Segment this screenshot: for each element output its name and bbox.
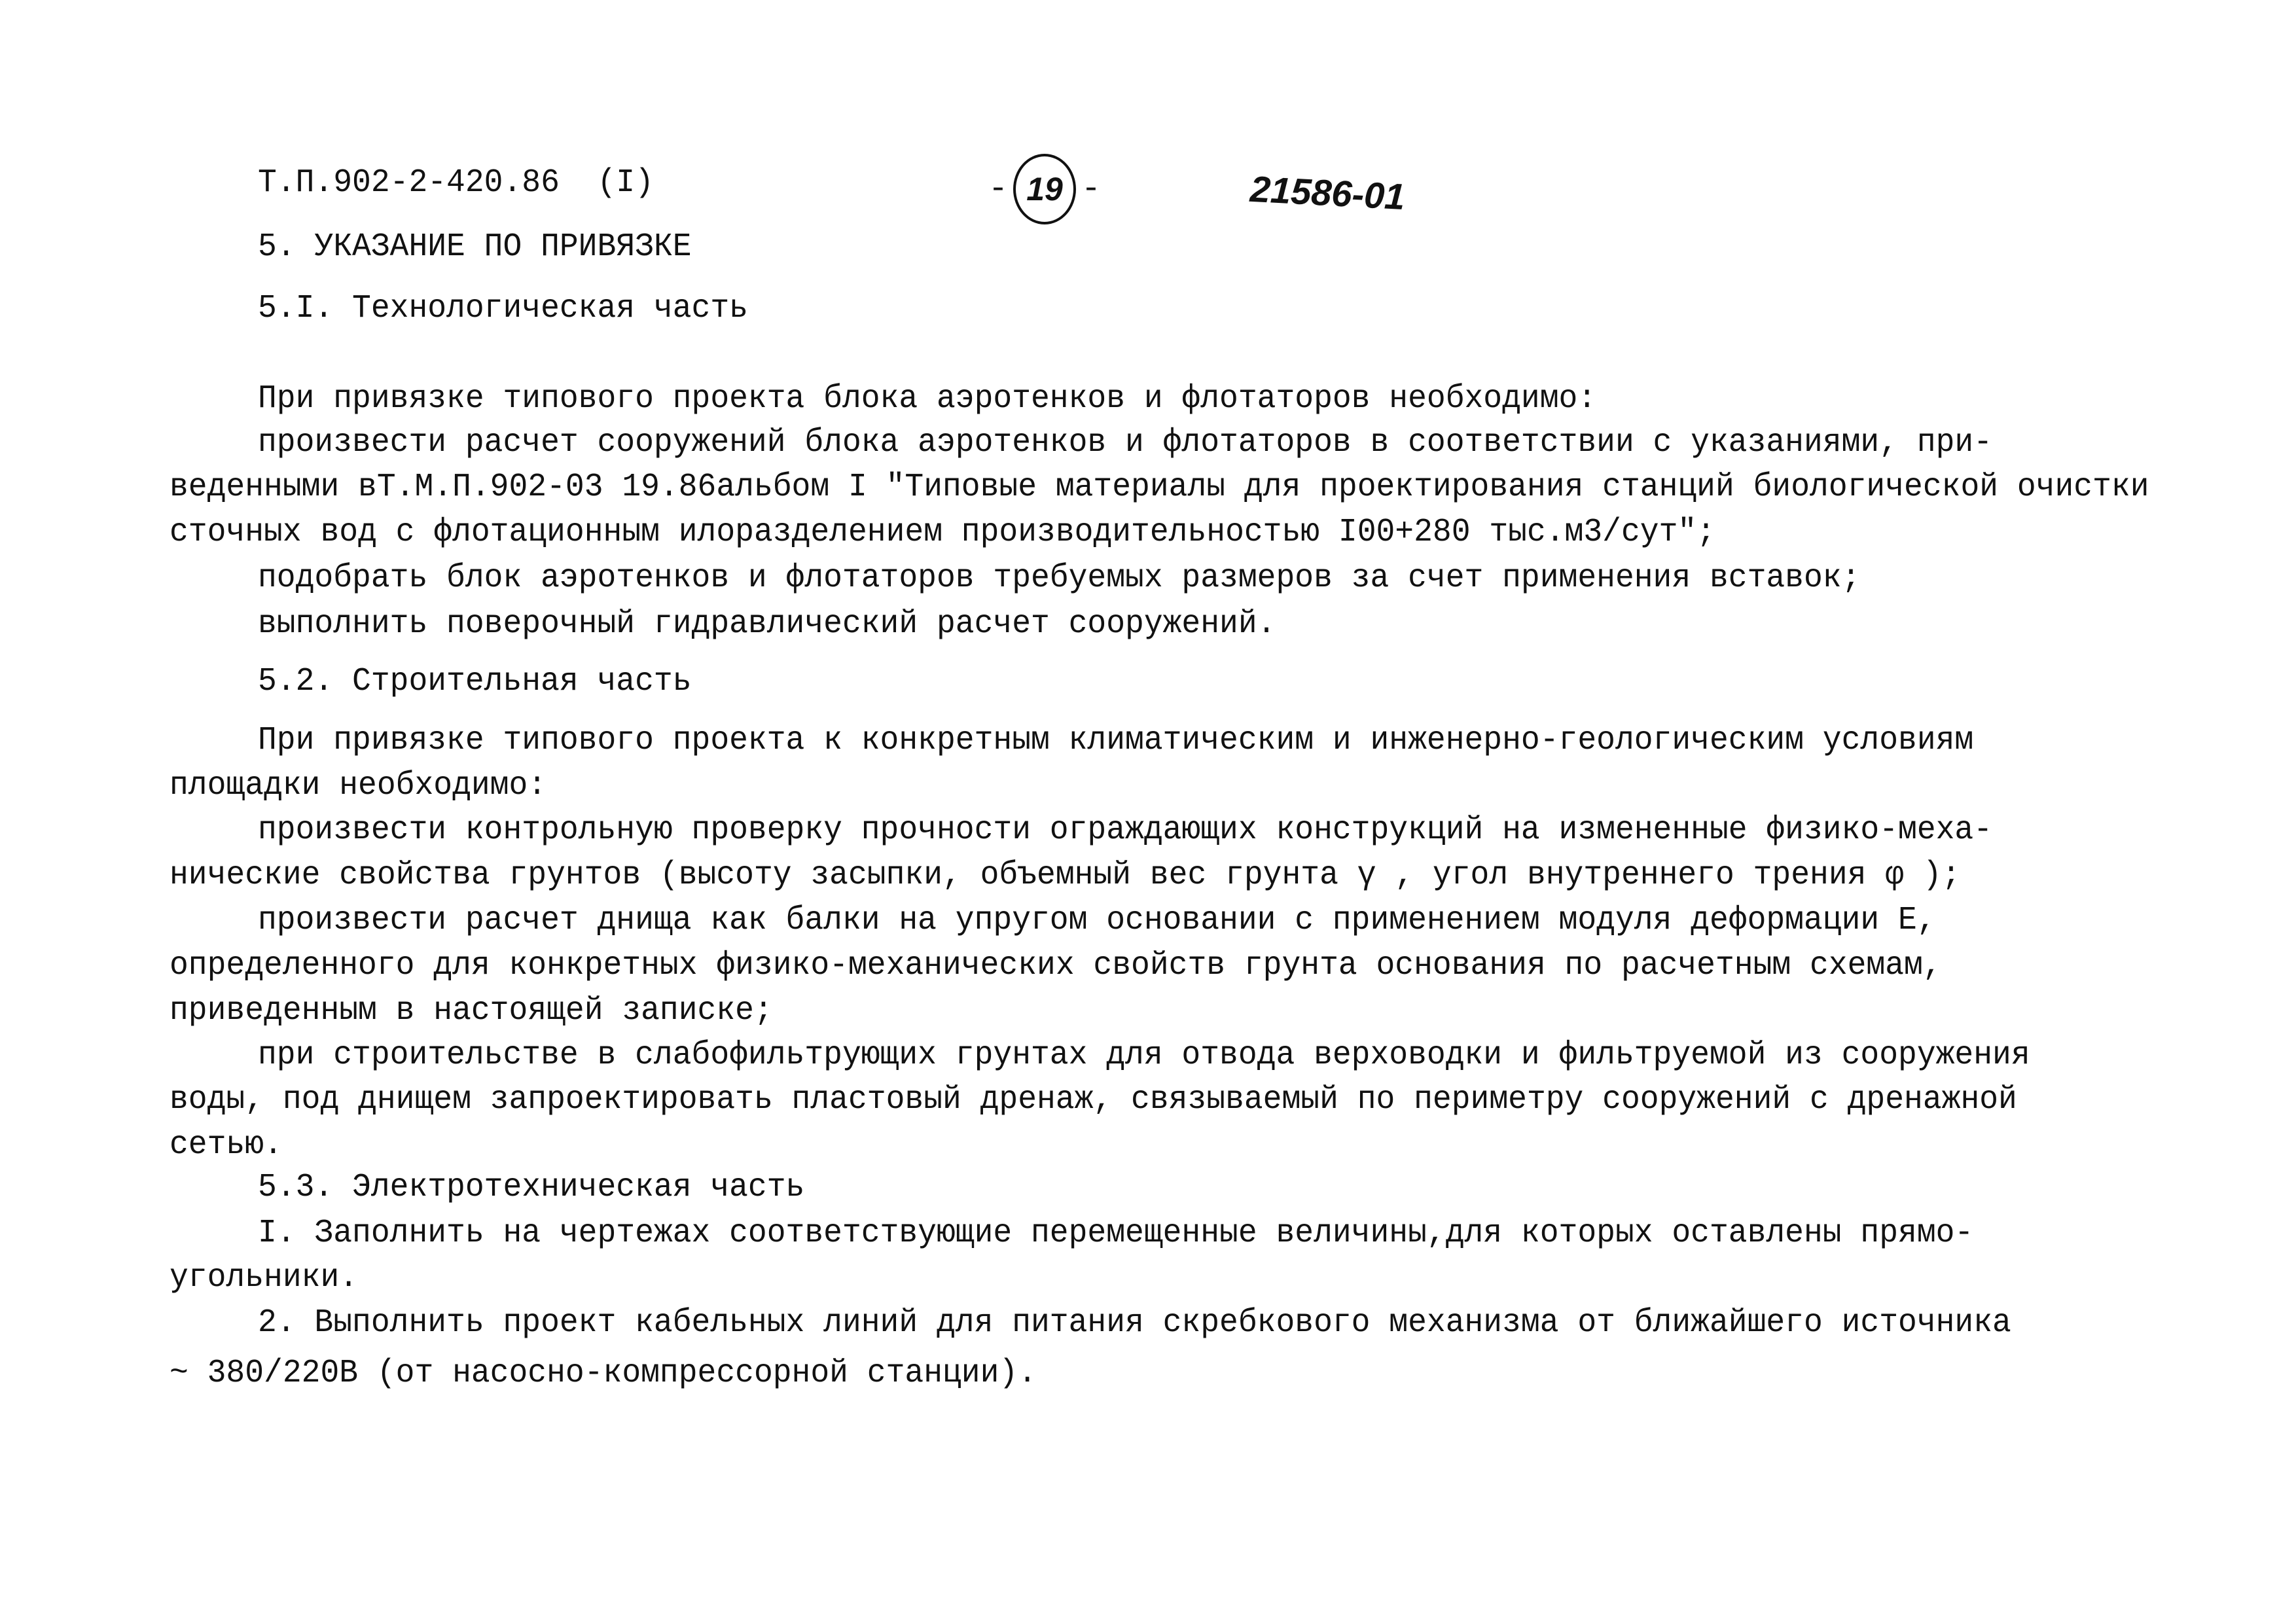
paragraph-line: I. Заполнить на чертежах соответствующие перемещенные величины,для которых оставлены прямо- bbox=[258, 1215, 1974, 1252]
paragraph-line: подобрать блок аэротенков и флотаторов требуемых размеров за счет применения вставок; bbox=[258, 560, 1861, 597]
subsection-heading: 5.3. Электротехническая часть bbox=[258, 1169, 805, 1206]
paragraph-line: 2. Выполнить проект кабельных линий для питания скребкового механизма от ближайшего источника bbox=[258, 1304, 2011, 1342]
paragraph-line: сточных вод с флотационным илоразделением производительностью I00+280 тыс.м3/сут"; bbox=[170, 514, 1715, 551]
paragraph-line: произвести расчет сооружений блока аэротенков и флотаторов в соответствии с указаниями, при- bbox=[258, 424, 1993, 461]
page-number: - 19 - bbox=[988, 154, 1101, 224]
paragraph-line: угольники. bbox=[170, 1259, 359, 1296]
paragraph-line: веденными вТ.М.П.902-03 19.86альбом I "Типовые материалы для проектирования станций биологической очистки bbox=[170, 469, 2149, 506]
paragraph-line: произвести контрольную проверку прочности ограждающих конструкций на измененные физико-меха- bbox=[258, 812, 1993, 849]
page-number-circle: 19 bbox=[1013, 154, 1076, 224]
paragraph-line: выполнить поверочный гидравлический расчет сооружений. bbox=[258, 605, 1276, 643]
handwritten-doc-number: 21586-01 bbox=[1249, 168, 1407, 218]
paragraph-line: При привязке типового проекта блока аэротенков и флотаторов необходимо: bbox=[258, 380, 1597, 418]
paragraph-line: произвести расчет днища как балки на упругом основании с применением модуля деформации Е, bbox=[258, 902, 1936, 939]
paragraph-line: сетью. bbox=[170, 1126, 283, 1164]
paragraph-line: воды, под днищем запроектировать пластовый дренаж, связываемый по периметру сооружений с дренажной bbox=[170, 1081, 2017, 1118]
paragraph-line: ~ 380/220В (от насосно-компрессорной станции). bbox=[170, 1355, 1037, 1392]
paragraph-line: площадки необходимо: bbox=[170, 767, 547, 804]
code-text: Т.П.902-2-420.86 bbox=[258, 164, 560, 202]
subsection-heading: 5.2. Строительная часть bbox=[258, 663, 692, 700]
paragraph-line: приведенным в настоящей записке; bbox=[170, 992, 773, 1029]
document-code bbox=[258, 164, 654, 203]
paragraph-line: При привязке типового проекта к конкретным климатическим и инженерно-геологическим условиям bbox=[258, 722, 1974, 759]
paragraph-line: при строительстве в слабофильтрующих грунтах для отвода верховодки и фильтруемой из сооружения bbox=[258, 1037, 2030, 1074]
paragraph-line: определенного для конкретных физико-механических свойств грунта основания по расчетным схемам, bbox=[170, 947, 1942, 984]
part-number: (I) bbox=[597, 164, 654, 202]
section-title: 5. УКАЗАНИЕ ПО ПРИВЯЗКЕ bbox=[258, 228, 692, 266]
subsection-heading: 5.I. Технологическая часть bbox=[258, 290, 748, 327]
paragraph-line: нические свойства грунтов (высоту засыпки, объемный вес грунта γ , угол внутреннего трения φ ); bbox=[170, 857, 1961, 894]
